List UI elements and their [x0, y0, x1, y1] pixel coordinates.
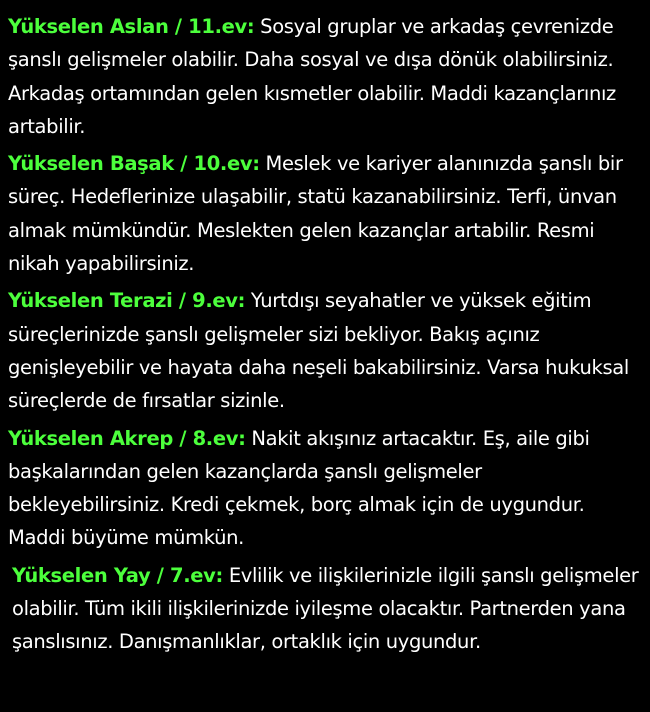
entry-terazi [8, 284, 644, 417]
entry-akrep [8, 422, 644, 555]
entry-heading: Yükselen Akrep / 8.ev: [8, 426, 246, 450]
entry-heading: Yükselen Başak / 10.ev: [8, 152, 260, 176]
entry-basak [8, 147, 644, 280]
entry-heading: Yükselen Aslan / 11.ev: [8, 15, 255, 38]
entry-heading: Yükselen Terazi / 9.ev: [8, 289, 246, 313]
entry-heading: Yükselen Yay / 7.ev: [12, 563, 223, 587]
entry-text: Evlilik ve ilişkilerinizle ilgili şanslı gelişmeler olabilir. Tüm ikili ilişkilerinizde iyileşme olacaktır. Partnerden yana şanslısınız. Danışmanlıklar, ortaklık için uygundur. [12, 563, 639, 654]
horoscope-list [8, 10, 644, 663]
entry-text: Meslek ve kariyer alanınızda şanslı bir süreç. Hedeflerinize ulaşabilir, statü kazanabilirsiniz. Terfi, ünvan almak mümkündür. Meslekten gelen kazançlar artabilir. Resmi nikah yapabilirsiniz. [8, 152, 623, 276]
entry-text: Yurtdışı seyahatler ve yüksek eğitim süreçlerinizde şanslı gelişmeler sizi bekliyor. Bakış açınız genişleyebilir ve hayata daha neşeli bakabilirsiniz. Varsa hukuksal süreçlerde de fırsatlar sizinle. [8, 289, 629, 413]
entry-text: Nakit akışınız artacaktır. Eş, aile gibi başkalarından gelen kazançlarda şanslı gelişmeler bekleyebilirsiniz. Kredi çekmek, borç almak için de uygundur. Maddi büyüme mümkün. [8, 426, 590, 550]
entry-aslan [8, 10, 644, 143]
entry-yay [8, 559, 644, 659]
entry-text: Sosyal gruplar ve arkadaş çevrenizde şanslı gelişmeler olabilir. Daha sosyal ve dışa dönük olabilirsiniz. Arkadaş ortamından gelen kısmetler olabilir. Maddi kazançlarınız artabilir. [8, 15, 616, 138]
